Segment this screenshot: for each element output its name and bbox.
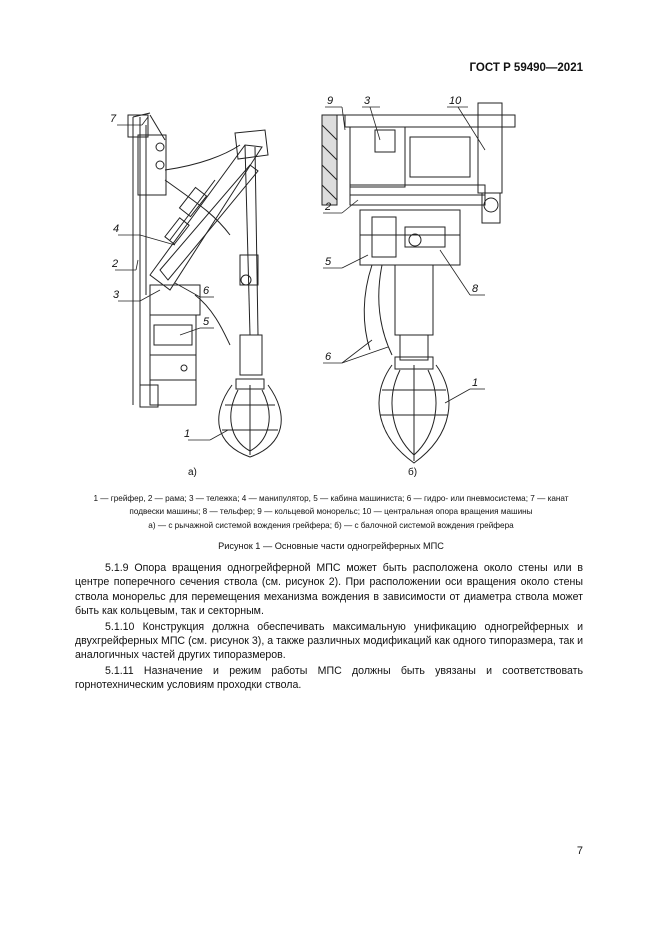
subfigure-label-a: а)	[188, 467, 197, 478]
page-number: 7	[576, 845, 583, 857]
legend-line-2: подвески машины; 8 — тельфер; 9 — кольцевой монорельс; 10 — центральная опора вращения машины	[129, 507, 533, 516]
callout-a-5: 5	[203, 316, 210, 328]
callout-b-9: 9	[327, 95, 334, 107]
drawing-a-grab	[219, 335, 281, 457]
drawing-a-frame	[128, 113, 166, 405]
drawing-b-wall	[322, 115, 337, 205]
legend-line-1: 1 — грейфер, 2 — рама; 3 — тележка; 4 — манипулятор, 5 — кабина машиниста; 6 — гидро- или пневмосистема; 7 — канат	[93, 494, 569, 503]
legend-line-3: а) — с рычажной системой вождения грейфера; б) — с балочной системой вождения грейфера	[148, 521, 514, 530]
figure-1	[0, 85, 661, 485]
drawing-b-top	[337, 103, 515, 223]
callout-b-10: 10	[449, 95, 462, 107]
callout-b-6: 6	[325, 351, 332, 363]
document-id: ГОСТ Р 59490—2021	[469, 62, 583, 74]
body-text	[75, 561, 583, 694]
subfigure-label-b: б)	[408, 467, 418, 478]
callout-a-3: 3	[113, 289, 120, 301]
figure-caption: Рисунок 1 — Основные части одногрейферных МПС	[218, 541, 444, 551]
callout-b-3: 3	[364, 95, 371, 107]
figure-legend	[48, 492, 614, 518]
paragraph-5-1-11: 5.1.11 Назначение и режим работы МПС должны быть увязаны и соответствовать горнотехническим условиям проходки ствола.	[75, 664, 583, 692]
technical-drawing	[0, 85, 661, 485]
callout-b-1: 1	[472, 377, 479, 389]
callout-b-2: 2	[325, 201, 332, 213]
paragraph-5-1-10: 5.1.10 Конструкция должна обеспечивать максимальную унификацию одногрейферных и двухгрейферных МПС (см. рисунок 3), а также различных модификаций как одного типоразмера, так и аналогичных частей других типоразмеров.	[75, 620, 583, 662]
drawing-a-boom	[150, 130, 268, 335]
callout-a-7: 7	[110, 113, 117, 125]
callout-b-5: 5	[325, 256, 332, 268]
drawing-b-grab	[379, 335, 449, 463]
drawing-b-trolley	[360, 210, 460, 355]
callout-a-1: 1	[184, 428, 191, 440]
drawing-a-cabin	[140, 285, 230, 407]
callout-a-6: 6	[203, 285, 210, 297]
callout-a-2: 2	[112, 258, 119, 270]
callout-a-4: 4	[113, 223, 120, 235]
callout-b-8: 8	[472, 283, 479, 295]
paragraph-5-1-9: 5.1.9 Опора вращения одногрейферной МПС может быть расположена около стены или в центре поперечного сечения ствола (см. рисунок 2). При расположении оси вращения около стены ствола монорельс для перемещения механизма вождения в зависимости от диаметра ствола может быть как кольцевым, так и секторным.	[75, 562, 583, 618]
